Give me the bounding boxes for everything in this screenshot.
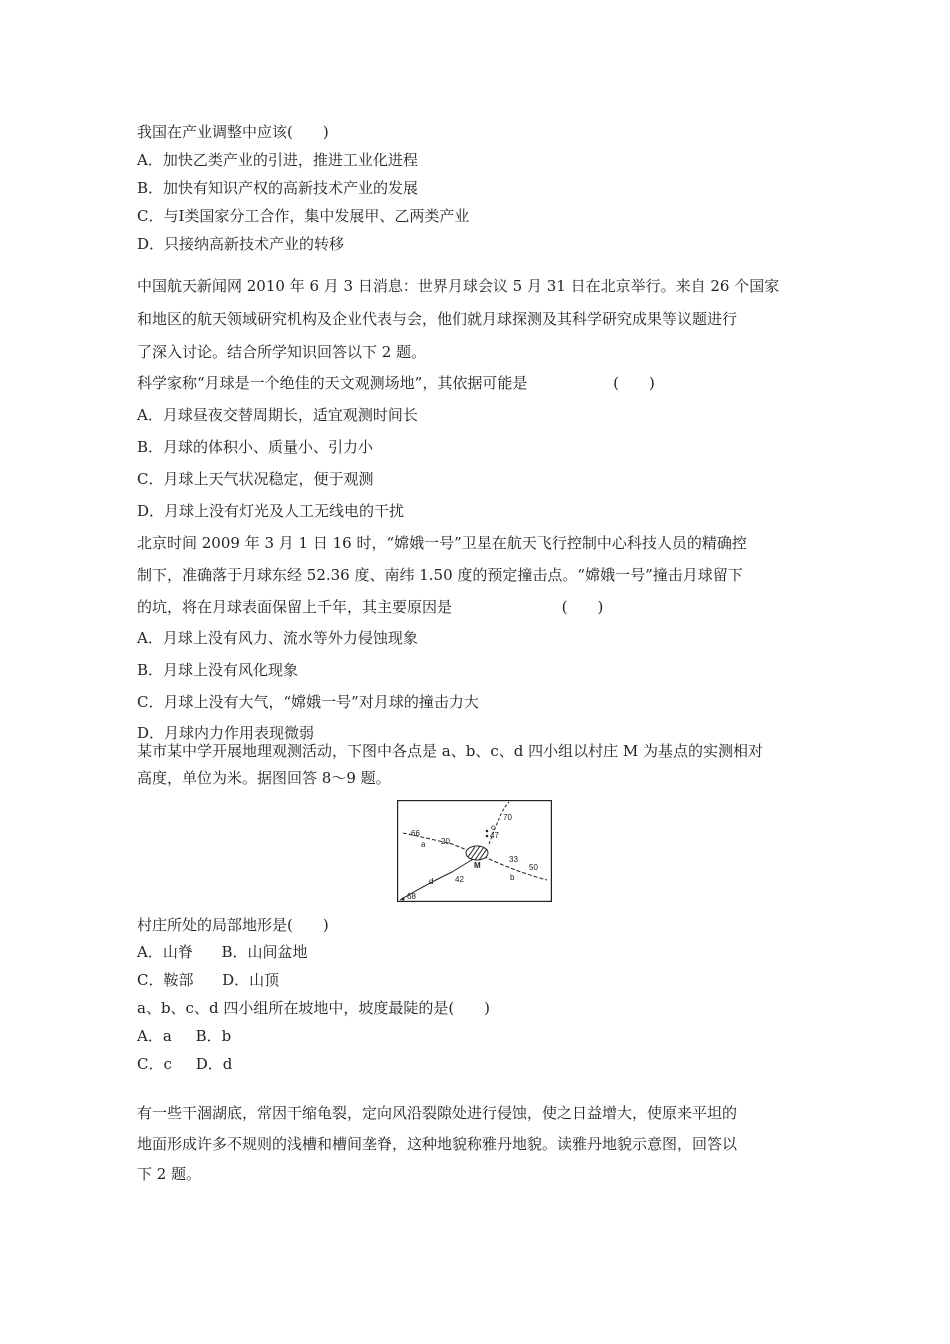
label-47: 47 bbox=[490, 831, 499, 840]
question-industry: 我国在产业调整中应该( ) bbox=[137, 123, 329, 141]
option-c: C．月球上没有大气，“嫦娥一号”对月球的撞击力大 bbox=[137, 693, 479, 711]
question-moon-observation: 科学家称“月球是一个绝佳的天文观测场地”，其依据可能是 ( ) bbox=[137, 374, 655, 392]
option-c: C．与Ⅰ类国家分工合作，集中发展甲、乙两类产业 bbox=[137, 207, 470, 225]
label-20: 20 bbox=[441, 837, 450, 846]
option-c: C．月球上天气状况稳定，便于观测 bbox=[137, 470, 374, 488]
option-d: D．月球上没有灯光及人工无线电的干扰 bbox=[137, 502, 405, 520]
question-crater-line-2: 制下，准确落于月球东经 52.36 度、南纬 1.50 度的预定撞击点。“嫦娥一号”撞击月球留下 bbox=[137, 566, 743, 584]
option-cd: C．c D．d bbox=[137, 1055, 233, 1073]
label-m: M bbox=[474, 861, 481, 870]
moon-intro-line-2: 和地区的航天领域研究机构及企业代表与会，他们就月球探测及其科学研究成果等议题进行 bbox=[137, 310, 738, 328]
option-ab: A．a B．b bbox=[137, 1027, 232, 1045]
moon-intro-line-1: 中国航天新闻网 2010 年 6 月 3 日消息：世界月球会议 5 月 31 日在北京举行。来自 26 个国家 bbox=[137, 277, 780, 295]
label-42: 42 bbox=[455, 875, 464, 884]
option-cd: C．鞍部 D．山顶 bbox=[137, 971, 280, 989]
label-c: c bbox=[491, 823, 495, 832]
label-33: 33 bbox=[509, 855, 518, 864]
option-a: A．加快乙类产业的引进，推进工业化进程 bbox=[137, 151, 418, 169]
yardang-intro-line-2: 地面形成许多不规则的浅槽和槽间垄脊，这种地貌称雅丹地貌。读雅丹地貌示意图，回答以 bbox=[137, 1135, 738, 1153]
option-a: A．月球昼夜交替周期长，适宜观测时间长 bbox=[137, 406, 418, 424]
label-50: 50 bbox=[529, 863, 538, 872]
label-d: d bbox=[429, 877, 434, 886]
relative-height-map bbox=[397, 800, 552, 902]
village-m-symbol bbox=[466, 846, 488, 860]
label-70: 70 bbox=[503, 813, 512, 822]
question-crater-line-1: 北京时间 2009 年 3 月 1 日 16 时，“嫦娥一号”卫星在航天飞行控制中心科技人员的精确控 bbox=[137, 534, 747, 552]
survey-intro-line-1: 某市某中学开展地理观测活动，下图中各点是 a、b、c、d 四小组以村庄 M 为基点的实测相对 bbox=[137, 742, 763, 760]
option-ab: A．山脊 B．山间盆地 bbox=[137, 943, 308, 961]
option-d: D．只接纳高新技术产业的转移 bbox=[137, 235, 345, 253]
option-b: B．月球的体积小、质量小、引力小 bbox=[137, 438, 374, 456]
option-b: B．加快有知识产权的高新技术产业的发展 bbox=[137, 179, 419, 197]
option-b: B．月球上没有风化现象 bbox=[137, 661, 299, 679]
yardang-intro-line-1: 有一些干涸湖底，常因干缩龟裂，定向风沿裂隙处进行侵蚀，使之日益增大，使原来平坦的 bbox=[137, 1104, 738, 1122]
question-terrain: 村庄所处的局部地形是( ) bbox=[137, 916, 329, 934]
survey-intro-line-2: 高度，单位为米。据图回答 8～9 题。 bbox=[137, 769, 391, 787]
option-d: D．月球内力作用表现微弱 bbox=[137, 724, 315, 742]
label-b: b bbox=[510, 873, 515, 882]
label-66: 66 bbox=[411, 829, 420, 838]
question-slope: a、b、c、d 四小组所在坡地中，坡度最陡的是( ) bbox=[137, 999, 491, 1017]
option-a: A．月球上没有风力、流水等外力侵蚀现象 bbox=[137, 629, 418, 647]
moon-intro-line-3: 了深入讨论。结合所学知识回答以下 2 题。 bbox=[137, 343, 427, 361]
question-crater-line-3: 的坑，将在月球表面保留上千年，其主要原因是 ( ) bbox=[137, 598, 604, 616]
label-68: 68 bbox=[407, 892, 416, 901]
yardang-intro-line-3: 下 2 题。 bbox=[137, 1165, 202, 1183]
label-a: a bbox=[421, 840, 426, 849]
